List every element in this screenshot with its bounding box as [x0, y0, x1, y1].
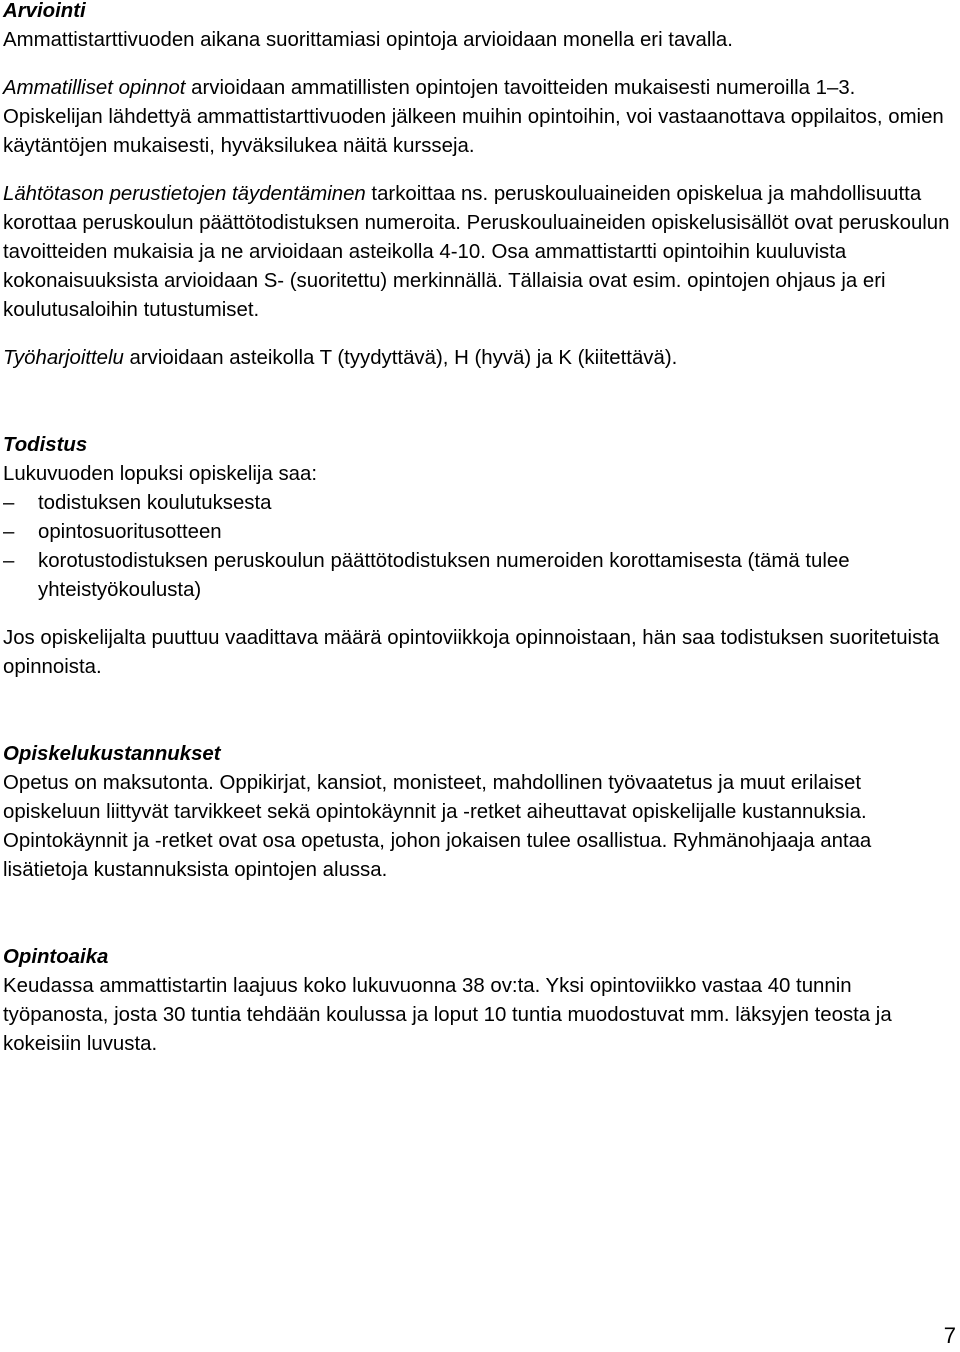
text-lahtotaso: tarkoittaa ns. peruskouluaineiden opiskelua ja mahdollisuutta korottaa peruskoulun päättötodistuksen numeroita. Peruskouluaineiden opiskelusisällöt ovat peruskoulun tavoitteiden mukaisia ja ne arvioidaan asteikolla 4-10. Osa ammattistartti opintoihin kuuluvista kokonaisuuksista arvioidaan S- (suoritettu) merkinnällä. Tällaisia ovat esim. opintojen ohjaus ja eri koulutusaloihin tutustumiset. [3, 183, 950, 321]
text-ammatilliset-opinnot: arvioidaan ammatillisten opintojen tavoitteiden mukaisesti numeroilla 1–3. Opiskelijan lähdettyä ammattistarttivuoden jälkeen muihin opintoihin, voi vastaanottava oppilaitos, omien käytäntöjen mukaisesti, hyväksilukea näitä kursseja. [3, 77, 944, 157]
list-item-text: korotustodistuksen peruskoulun päättötodistuksen numeroiden korottamisesta (tämä tulee yhteistyökoulusta) [38, 550, 850, 601]
section-todistus [3, 431, 953, 682]
list-item [3, 518, 953, 547]
text-tyoharjoittelu: arvioidaan asteikolla T (tyydyttävä), H (hyvä) ja K (kiitettävä). [123, 347, 678, 369]
section-arviointi [3, 0, 953, 373]
list-item-text: opintosuoritusotteen [38, 521, 222, 543]
term-tyoharjoittelu: Työharjoittelu [3, 347, 124, 369]
dash-bullet: – [3, 521, 15, 543]
list-item [3, 547, 953, 605]
document-page [3, 0, 953, 1059]
arviointi-paragraph-ammatilliset [3, 74, 953, 161]
dash-bullet: – [3, 492, 15, 514]
section-heading-arviointi: Arviointi [3, 0, 86, 22]
list-item [3, 489, 953, 518]
todistus-note: Jos opiskelijalta puuttuu vaadittava määrä opintoviikkoja opinnoistaan, hän saa todistuksen suoritetuista opinnoista. [3, 627, 940, 678]
section-heading-opiskelukustannukset: Opiskelukustannukset [3, 743, 221, 765]
term-ammatilliset-opinnot: Ammatilliset opinnot [3, 77, 186, 99]
section-heading-todistus: Todistus [3, 434, 88, 456]
arviointi-paragraph-lahtotaso [3, 180, 953, 325]
section-opiskelukustannukset [3, 740, 953, 885]
page-number: 7 [943, 1323, 956, 1348]
dash-bullet: – [3, 550, 15, 572]
list-item-text: todistuksen koulutuksesta [38, 492, 272, 514]
kustannukset-text: Opetus on maksutonta. Oppikirjat, kansiot, monisteet, mahdollinen työvaatetus ja muut erilaiset opiskeluun liittyvät tarvikkeet sekä opintokäynnit ja -retket aiheuttavat opiskelijalle kustannuksia. Opintokäynnit ja -retket ovat osa opetusta, johon jokaisen tulee osallistua. Ryhmänohjaaja antaa lisätietoja kustannuksista opintojen alussa. [3, 772, 872, 881]
term-lahtotaso: Lähtötason perustietojen täydentäminen [3, 183, 366, 205]
todistus-list [3, 489, 953, 605]
section-opintoaika [3, 943, 953, 1059]
arviointi-intro: Ammattistarttivuoden aikana suorittamiasi opintoja arvioidaan monella eri tavalla. [3, 29, 733, 51]
opintoaika-text: Keudassa ammattistartin laajuus koko lukuvuonna 38 ov:ta. Yksi opintoviikko vastaa 40 tunnin työpanosta, josta 30 tuntia tehdään koulussa ja loput 10 tuntia muodostuvat mm. läksyjen teosta ja kokeisiin luvusta. [3, 975, 892, 1055]
section-heading-opintoaika: Opintoaika [3, 946, 109, 968]
todistus-intro: Lukuvuoden lopuksi opiskelija saa: [3, 463, 317, 485]
arviointi-paragraph-tyoharjoittelu [3, 344, 953, 373]
